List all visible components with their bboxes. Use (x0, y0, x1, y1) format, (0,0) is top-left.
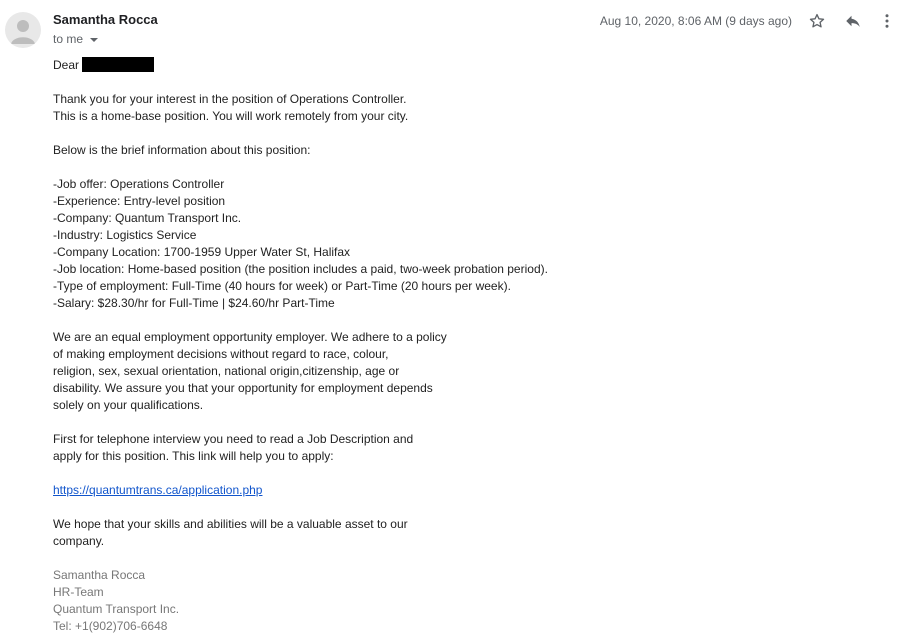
policy-line: of making employment decisions without regard to race, colour, (53, 347, 389, 361)
policy-line: We are an equal employment opportunity employer. We adhere to a policy (53, 330, 447, 344)
email-date: Aug 10, 2020, 8:06 AM (9 days ago) (599, 14, 792, 28)
signature-phone: Tel: +1(902)706-6648 (53, 619, 168, 633)
apply-line: First for telephone interview you need to read a Job Description and (53, 432, 414, 446)
detail-line: -Type of employment: Full-Time (40 hours for week) or Part-Time (20 hours per week). (53, 279, 511, 293)
detail-line: -Job location: Home-based position (the position includes a paid, two-week probation period). (53, 262, 548, 276)
star-icon (808, 12, 826, 30)
policy-line: disability. We assure you that your opportunity for employment depends (53, 381, 433, 395)
reply-icon (844, 12, 862, 30)
greeting: Dear (53, 58, 80, 72)
star-button[interactable] (806, 10, 828, 32)
recipient-details-toggle[interactable] (53, 32, 98, 46)
detail-line: -Salary: $28.30/hr for Full-Time | $24.60/hr Part-Time (53, 296, 335, 310)
detail-line: -Job offer: Operations Controller (53, 177, 225, 191)
brief-intro: Below is the brief information about this position: (53, 143, 311, 157)
sender-name: Samantha Rocca (53, 12, 158, 27)
more-vert-icon (878, 12, 896, 30)
greeting-line (53, 57, 653, 74)
redacted-name (82, 57, 154, 72)
closing-line: We hope that your skills and abilities will be a valuable asset to our (53, 517, 408, 531)
detail-line: -Industry: Logistics Service (53, 228, 197, 242)
closing-line: company. (53, 534, 105, 548)
intro-line: Thank you for your interest in the position of Operations Controller. (53, 92, 407, 106)
avatar[interactable] (5, 12, 41, 48)
reply-button[interactable] (842, 10, 864, 32)
intro-line: This is a home-base position. You will work remotely from your city. (53, 109, 409, 123)
recipient-label: to me (53, 32, 84, 46)
signature-team: HR-Team (53, 585, 104, 599)
signature-name: Samantha Rocca (53, 568, 146, 582)
detail-line: -Experience: Entry-level position (53, 194, 226, 208)
policy-line: solely on your qualifications. (53, 398, 204, 412)
avatar-icon (5, 12, 41, 48)
signature-company: Quantum Transport Inc. (53, 602, 180, 616)
policy-line: religion, sex, sexual orientation, national origin,citizenship, age or (53, 364, 400, 378)
chevron-down-icon (90, 38, 98, 42)
apply-line: apply for this position. This link will help you to apply: (53, 449, 334, 463)
application-link[interactable]: https://quantumtrans.ca/application.php (53, 483, 263, 497)
detail-line: -Company: Quantum Transport Inc. (53, 211, 242, 225)
more-options-button[interactable] (876, 10, 898, 32)
email-body (53, 57, 653, 635)
detail-line: -Company Location: 1700-1959 Upper Water St, Halifax (53, 245, 351, 259)
